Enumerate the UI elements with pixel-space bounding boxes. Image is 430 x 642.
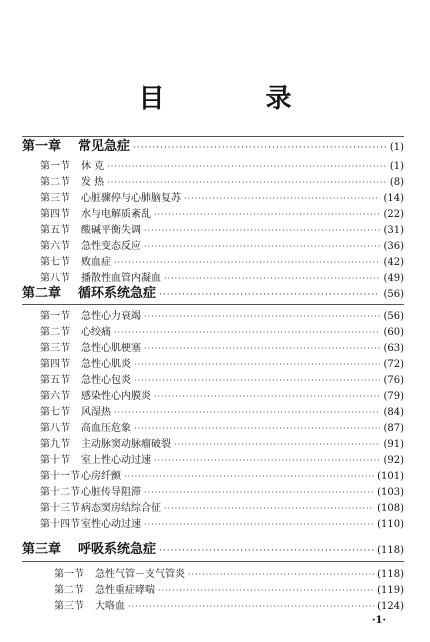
chapter-heading [22,285,404,303]
section-entry [40,406,404,420]
section-page: (108) [377,503,404,514]
leader-dots [144,342,380,356]
section-number: 第三节 [54,601,84,612]
leader-dots [159,542,374,560]
section-entry [54,600,404,614]
section-entry [40,358,404,372]
section-page: (56) [383,311,404,322]
leader-dots [114,256,380,270]
section-entry [40,470,404,484]
leader-dots [107,176,387,190]
section-title: 大咯血 [95,601,125,612]
leader-dots [128,600,374,614]
section-page: (36) [383,241,404,252]
section-title: 心脏传导阻滞 [81,487,141,498]
leader-dots [133,139,387,157]
leader-dots [134,422,380,436]
leader-dots [184,192,380,206]
section-page: (84) [383,407,404,418]
leader-dots [154,208,380,222]
section-number: 第十四节 [40,519,80,530]
section-page: (42) [383,257,404,268]
leader-dots [144,518,374,532]
section-number: 第三节 [40,343,70,354]
section-title: 酸碱平衡失调 [81,225,141,236]
section-page: (79) [383,391,404,402]
leader-dots [114,406,380,420]
section-entry [40,390,404,404]
section-number: 第一节 [40,311,70,322]
chapter-heading [22,138,404,156]
leader-dots [164,272,380,286]
section-entry [54,568,404,582]
section-entry [40,518,404,532]
section-number: 第三节 [40,193,70,204]
section-title: 室性心动过速 [81,519,141,530]
section-title: 休 克 [81,161,105,172]
leader-dots [154,454,380,468]
section-number: 第十二节 [40,487,80,498]
chapter-page: (1) [389,142,404,153]
leader-dots [114,326,380,340]
section-page: (63) [383,343,404,354]
section-number: 第八节 [40,423,70,434]
section-title: 心房纤颤 [81,471,121,482]
chapter-number: 第三章 [22,542,62,557]
section-entry [40,326,404,340]
chapter-title: 呼吸系统急症 [78,542,157,557]
section-title: 急性心力衰竭 [81,311,141,322]
chapter-page: (118) [377,545,404,556]
section-number: 第九节 [40,439,70,450]
section-title: 主动脉窦动脉瘤破裂 [81,439,171,450]
section-page: (101) [377,471,404,482]
section-number: 第五节 [40,225,70,236]
chapter-page: (56) [383,289,404,300]
section-page: (119) [377,585,404,596]
section-number: 第四节 [40,359,70,370]
section-entry [40,256,404,270]
leader-dots [144,240,380,254]
leader-dots [159,286,380,304]
section-page: (118) [377,569,404,580]
section-entry [40,208,404,222]
section-title: 急性心肌梗塞 [81,343,141,354]
section-entry [40,240,404,254]
page-title: 目 录 [138,84,338,114]
section-title: 室上性心动过速 [81,455,151,466]
leader-dots [154,390,380,404]
section-entry [54,584,404,598]
section-number: 第十一节 [40,471,80,482]
section-number: 第七节 [40,257,70,268]
section-number: 第十三节 [40,503,80,514]
leader-dots [124,470,374,484]
section-entry [40,374,404,388]
section-title: 感染性心内膜炎 [81,391,151,402]
leader-dots [134,358,380,372]
section-title: 败血症 [81,257,111,268]
leader-dots [144,310,380,324]
section-page: (1) [389,161,404,172]
leader-dots [158,584,374,598]
section-page: (92) [383,455,404,466]
leader-dots [174,438,380,452]
section-entry [40,342,404,356]
section-number: 第二节 [40,177,70,188]
section-number: 第二节 [54,585,84,596]
leader-dots [134,374,380,388]
chapter-title: 常见急症 [78,139,131,154]
section-title: 高血压危象 [81,423,131,434]
section-title: 急性重症哮喘 [95,585,155,596]
section-number: 第六节 [40,241,70,252]
section-page: (87) [383,423,404,434]
section-entry [40,272,404,286]
section-number: 第五节 [40,375,70,386]
section-entry [40,502,404,516]
section-entry [40,438,404,452]
section-entry [40,192,404,206]
section-number: 第二节 [40,327,70,338]
section-number: 第一节 [40,161,70,172]
section-page: (49) [383,273,404,284]
section-title: 急性变态反应 [81,241,141,252]
leader-dots [107,160,387,174]
section-page: (91) [383,439,404,450]
chapter-number: 第一章 [22,139,62,154]
chapter-rule [22,136,404,137]
section-title: 播散性血管内凝血 [81,273,161,284]
leader-dots [144,486,374,500]
section-page: (110) [377,519,404,530]
section-title: 水与电解质紊乱 [81,209,151,220]
section-title: 急性气管－支气管炎 [95,569,185,580]
section-title: 风湿热 [81,407,111,418]
chapter-title: 循环系统急症 [78,286,157,301]
section-page: (103) [377,487,404,498]
section-entry [40,176,404,190]
section-entry [40,454,404,468]
section-title: 发 热 [81,177,105,188]
section-title: 病态窦房结综合征 [81,503,161,514]
leader-dots [144,224,380,238]
section-page: (72) [383,359,404,370]
page-number: ·1· [372,615,386,626]
section-number: 第十节 [40,455,70,466]
section-page: (76) [383,375,404,386]
section-number: 第八节 [40,273,70,284]
section-page: (22) [383,209,404,220]
leader-dots [164,502,374,516]
leader-dots [188,568,374,582]
section-title: 急性心肌炎 [81,359,131,370]
section-number: 第七节 [40,407,70,418]
section-entry [40,160,404,174]
section-entry [40,310,404,324]
chapter-rule [22,304,404,305]
chapter-rule [22,561,404,562]
section-number: 第六节 [40,391,70,402]
section-entry [40,224,404,238]
chapter-number: 第二章 [22,286,62,301]
section-page: (8) [389,177,404,188]
section-title: 心脏骤停与心肺脑复苏 [81,193,181,204]
section-entry [40,422,404,436]
section-entry [40,486,404,500]
section-number: 第一节 [54,569,84,580]
section-page: (124) [377,601,404,612]
chapter-heading [22,541,404,559]
section-page: (60) [383,327,404,338]
section-title: 急性心包炎 [81,375,131,386]
section-title: 心绞痛 [81,327,111,338]
section-number: 第四节 [40,209,70,220]
section-page: (14) [383,193,404,204]
section-page: (31) [383,225,404,236]
